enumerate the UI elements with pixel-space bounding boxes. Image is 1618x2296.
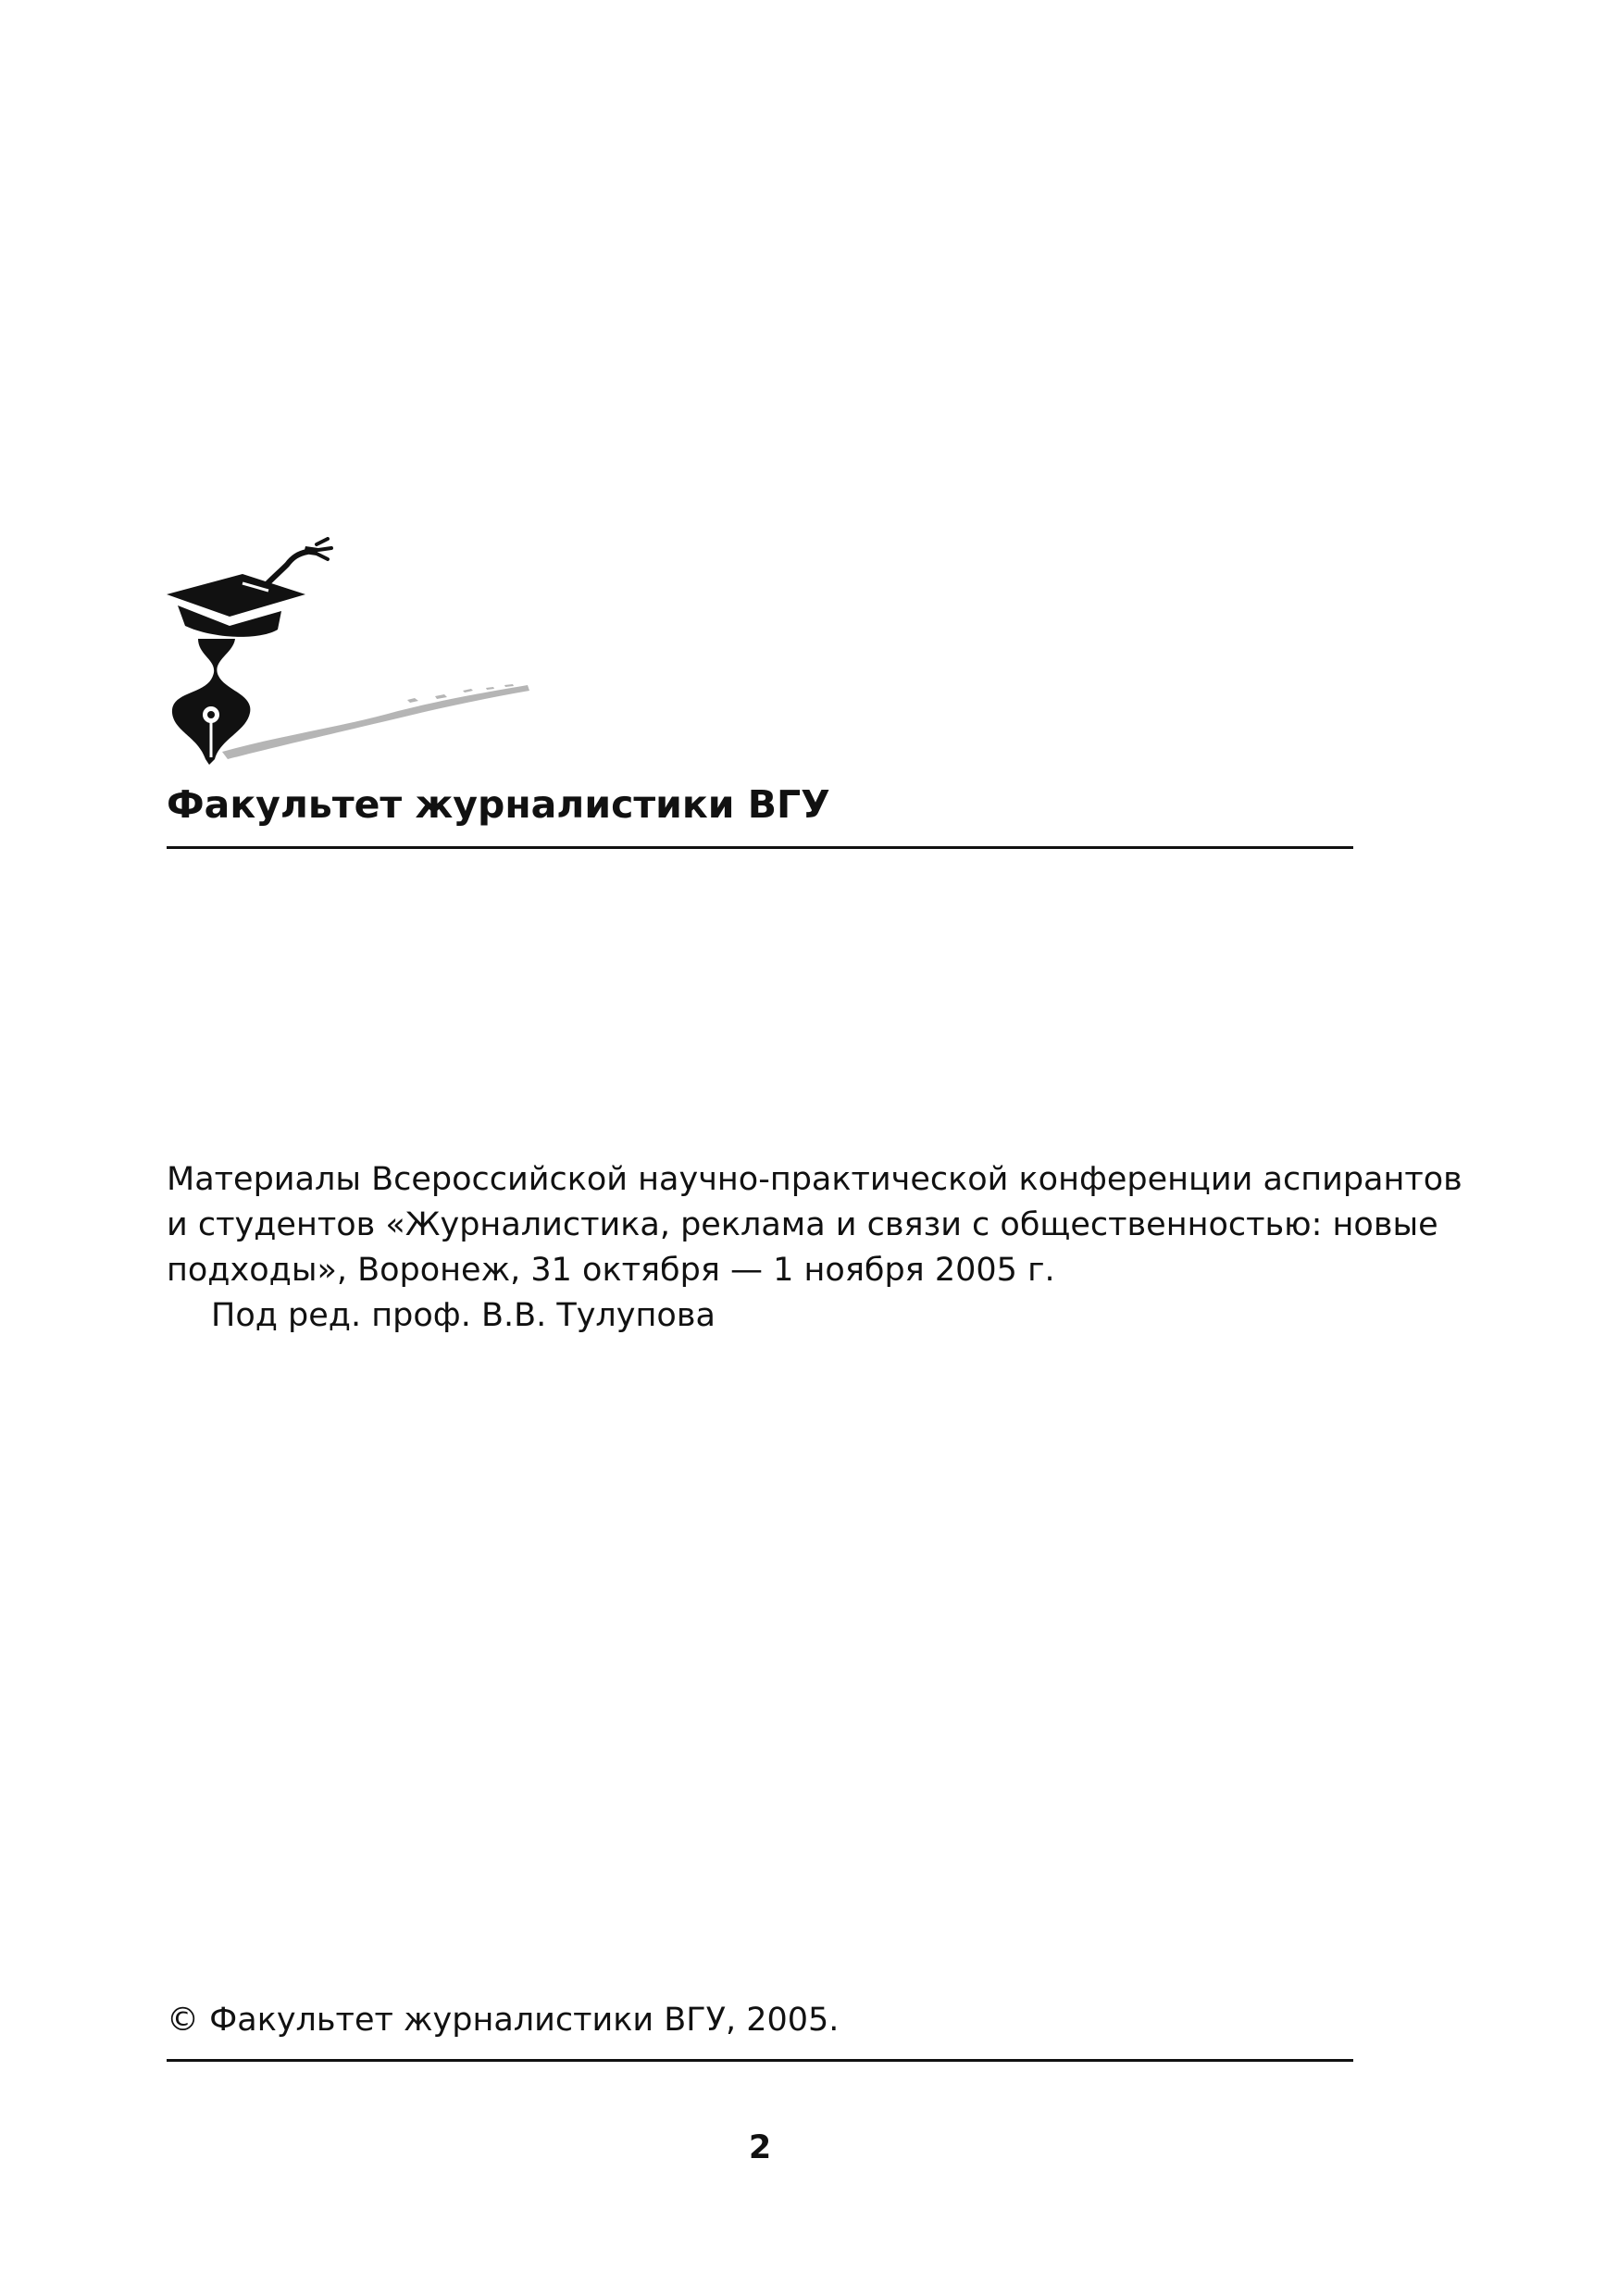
faculty-title: Факультет журналистики ВГУ	[167, 782, 830, 827]
page-number: 2	[748, 2129, 772, 2166]
materials-line: и студентов «Журналистика, реклама и связи с общественностью: новые	[167, 1206, 1438, 1243]
conference-materials-description	[167, 1157, 1462, 1339]
title-divider	[167, 846, 1353, 849]
editor-credit: Под ред. проф. В.В. Тулупова	[211, 1297, 716, 1334]
materials-line: Материалы Всероссийской научно-практической конференции аспирантов	[167, 1161, 1462, 1198]
copyright-notice: © Факультет журналистики ВГУ, 2005.	[167, 2002, 840, 2039]
copyright-divider	[167, 2059, 1353, 2062]
graduation-cap-pen-nib-logo-icon	[157, 537, 546, 778]
materials-line: подходы», Воронеж, 31 октября — 1 ноября 2005 г.	[167, 1252, 1055, 1289]
